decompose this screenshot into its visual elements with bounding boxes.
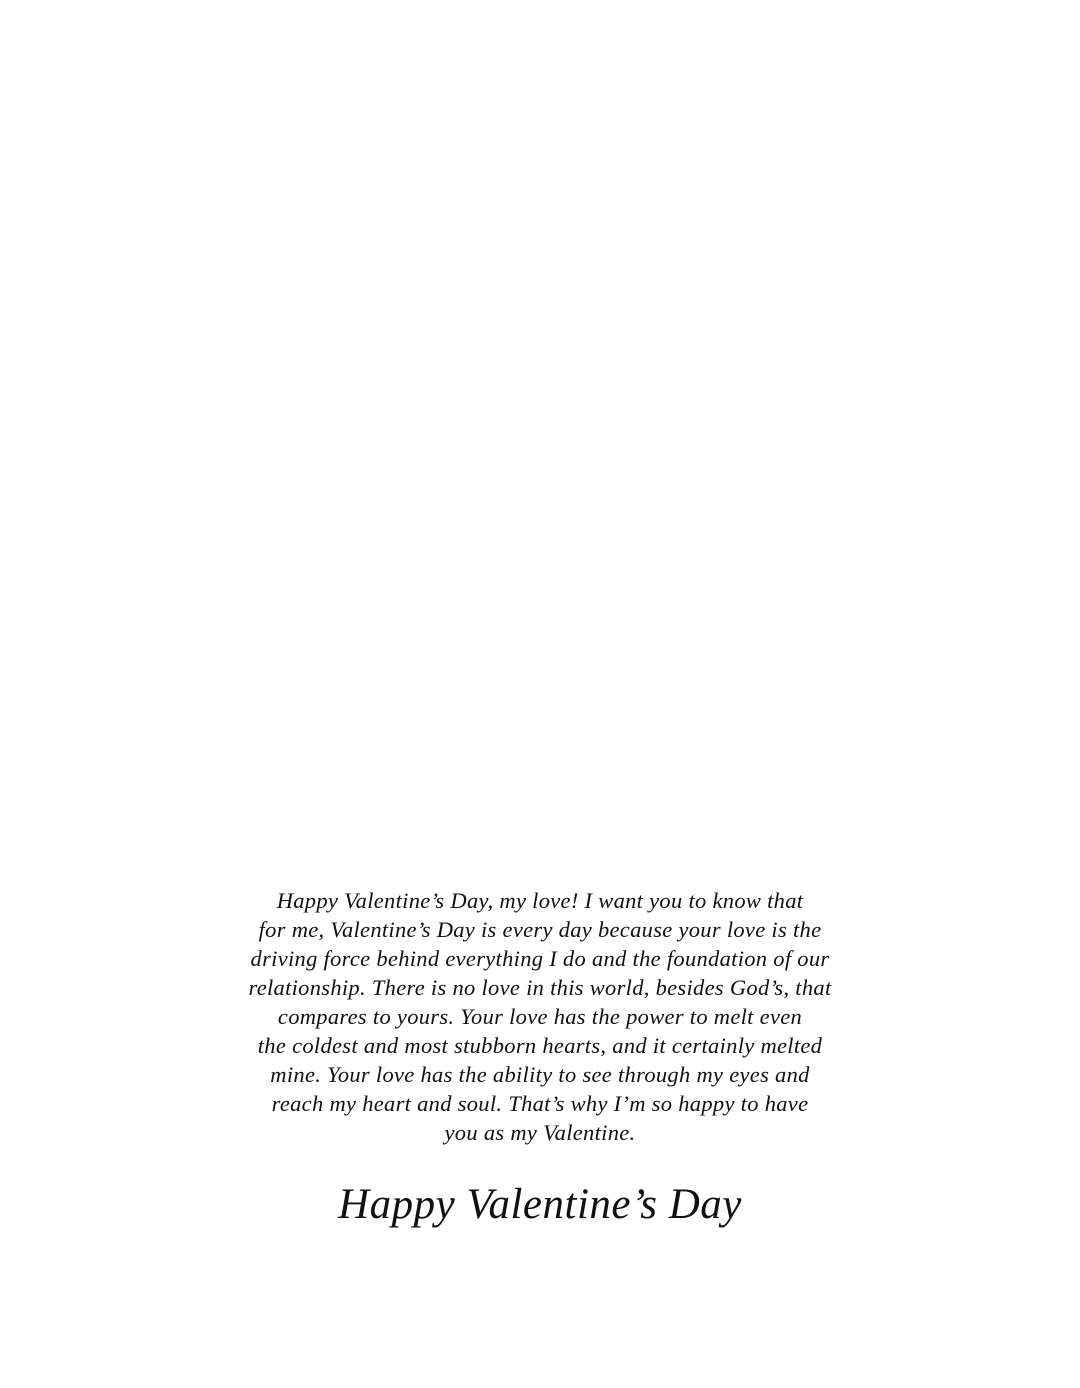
- message-line: you as my Valentine.: [444, 1120, 636, 1145]
- message-line: reach my heart and soul. That’s why I’m so happy to have: [271, 1091, 809, 1116]
- message-line: Happy Valentine’s Day, my love! I want you to know that: [276, 888, 804, 913]
- message-line: relationship. There is no love in this world, besides God’s, that: [248, 975, 832, 1000]
- message-line: mine. Your love has the ability to see through my eyes and: [270, 1062, 810, 1087]
- message-paragraph: [180, 886, 900, 1147]
- message-line: the coldest and most stubborn hearts, and it certainly melted: [257, 1033, 823, 1058]
- message-line: driving force behind everything I do and the foundation of our: [250, 946, 830, 971]
- message-line: for me, Valentine’s Day is every day because your love is the: [258, 917, 822, 942]
- message-line: compares to yours. Your love has the power to melt even: [277, 1004, 803, 1029]
- closing-title: Happy Valentine’s Day: [338, 1181, 742, 1228]
